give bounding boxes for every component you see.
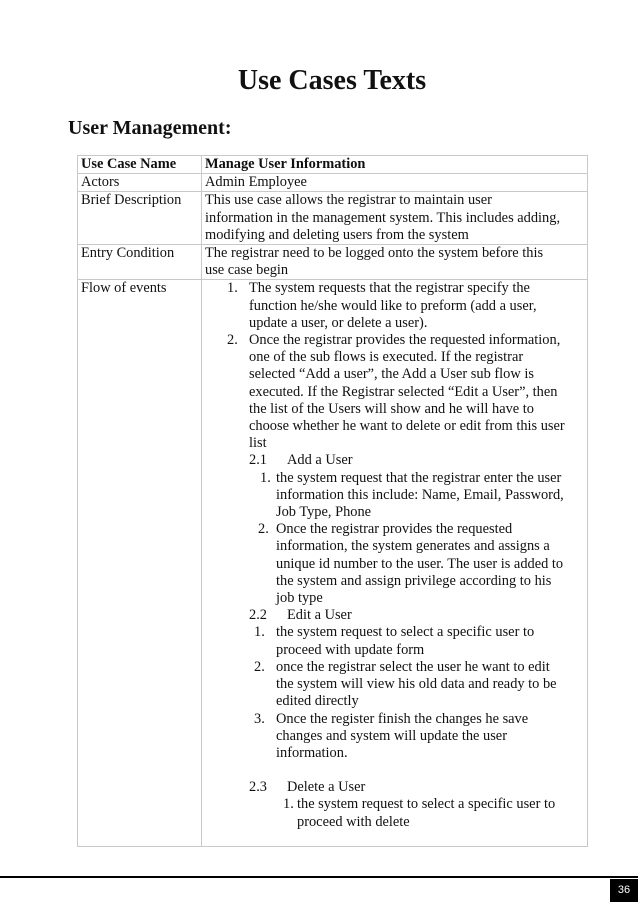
table-row-entry-condition	[78, 245, 588, 280]
actors-value: Admin Employee	[202, 174, 588, 192]
flow-step-number: 2.	[227, 332, 238, 349]
page-title: Use Cases Texts	[237, 65, 427, 96]
subflow-step-line: changes and system will update the user	[276, 727, 507, 744]
subflow-step-line: Once the register finish the changes he save	[276, 710, 529, 727]
footer-rule	[0, 876, 638, 878]
brief-description-line: modifying and deleting users from the system	[205, 226, 469, 243]
subflow-number: 2.2	[249, 607, 267, 624]
brief-description-value	[202, 192, 588, 245]
brief-description-line: information in the management system. This includes adding,	[205, 209, 561, 226]
subflow-step-line: the system request that the registrar enter the user	[276, 469, 562, 486]
use-case-table	[77, 155, 588, 847]
subflow-title: Edit a User	[287, 607, 352, 624]
subflow-step-line: the system request to select a specific user to	[297, 796, 556, 813]
subflow-heading-add-user	[205, 452, 584, 469]
spacer	[205, 762, 584, 779]
subflow-step-number: 1.	[254, 624, 265, 641]
flow-step-line: list	[249, 435, 267, 452]
flow-of-events-label: Flow of events	[78, 280, 202, 847]
table-row-actors	[78, 174, 588, 192]
subflow-step	[205, 711, 584, 763]
table-row-brief-description	[78, 192, 588, 245]
flow-step-line: executed. If the Registrar selected “Edit a User”, then	[249, 383, 558, 400]
subflow-step-line: proceed with update form	[276, 641, 425, 658]
flow-step-line: Once the registrar provides the requested information,	[249, 332, 561, 349]
flow-step-line: the list of the Users will show and he will have to	[249, 400, 534, 417]
subflow-step-line: the system request to select a specific user to	[276, 624, 535, 641]
subflow-step-line: proceed with delete	[297, 813, 410, 830]
subflow-step	[205, 659, 584, 711]
subflow-step-line: Once the registrar provides the requested	[276, 521, 513, 538]
subflow-step-line: job type	[276, 590, 323, 607]
subflow-heading-delete-user	[205, 779, 584, 796]
subflow-title: Delete a User	[287, 779, 366, 796]
entry-condition-label: Entry Condition	[78, 245, 202, 280]
brief-description-label: Brief Description	[78, 192, 202, 245]
actors-label: Actors	[78, 174, 202, 192]
flow-step-number: 1.	[227, 280, 238, 297]
subflow-step-number: 3.	[254, 710, 265, 727]
page-number: 36	[610, 879, 638, 902]
subflow-step-line: information.	[276, 744, 348, 761]
subflow-number: 2.1	[249, 452, 267, 469]
flow-step-line: selected “Add a user”, the Add a User sub flow is	[249, 366, 534, 383]
use-case-name-value: Manage User Information	[202, 156, 588, 174]
flow-step-line: one of the sub flows is executed. If the registrar	[249, 349, 524, 366]
subflow-step	[205, 796, 584, 830]
subflow-step-line: the system will view his old data and ready to be	[276, 676, 557, 693]
entry-condition-value	[202, 245, 588, 280]
flow-step	[205, 332, 584, 452]
flow-step	[205, 280, 584, 332]
subflow-step-number: 2.	[254, 658, 265, 675]
subflow-step-number: 1.	[260, 469, 271, 486]
subflow-step-line: the system and assign privilege according to his	[276, 572, 552, 589]
subflow-step-line: information, the system generates and assigns a	[276, 538, 550, 555]
table-row-flow-of-events	[78, 280, 588, 847]
subflow-step	[205, 624, 584, 658]
subflow-step-line: unique id number to the user. The user is added to	[276, 555, 564, 572]
section-heading: User Management:	[68, 117, 232, 139]
subflow-number: 2.3	[249, 779, 267, 796]
subflow-step	[205, 521, 584, 607]
brief-description-line: This use case allows the registrar to maintain user	[205, 192, 492, 209]
use-case-name-label: Use Case Name	[78, 156, 202, 174]
flow-step-line: update a user, or delete a user).	[249, 314, 428, 331]
subflow-step-line: once the registrar select the user he want to edit	[276, 658, 550, 675]
subflow-heading-edit-user	[205, 607, 584, 624]
subflow-title: Add a User	[287, 452, 353, 469]
subflow-step-number: 2.	[258, 521, 269, 538]
flow-step-line: The system requests that the registrar specify the	[249, 280, 530, 297]
table-row-use-case-name	[78, 156, 588, 174]
flow-step-line: choose whether he want to delete or edit from this user	[249, 418, 565, 435]
subflow-step-line: information this include: Name, Email, Password,	[276, 486, 564, 503]
subflow-step-number: 1.	[283, 796, 294, 813]
subflow-step-line: edited directly	[276, 693, 359, 710]
entry-condition-line: The registrar need to be logged onto the system before this	[205, 245, 544, 262]
subflow-step	[205, 470, 584, 522]
entry-condition-line: use case begin	[205, 262, 289, 279]
flow-step-line: function he/she would like to preform (add a user,	[249, 297, 537, 314]
subflow-step-line: Job Type, Phone	[276, 504, 372, 521]
flow-of-events-value	[202, 280, 588, 847]
